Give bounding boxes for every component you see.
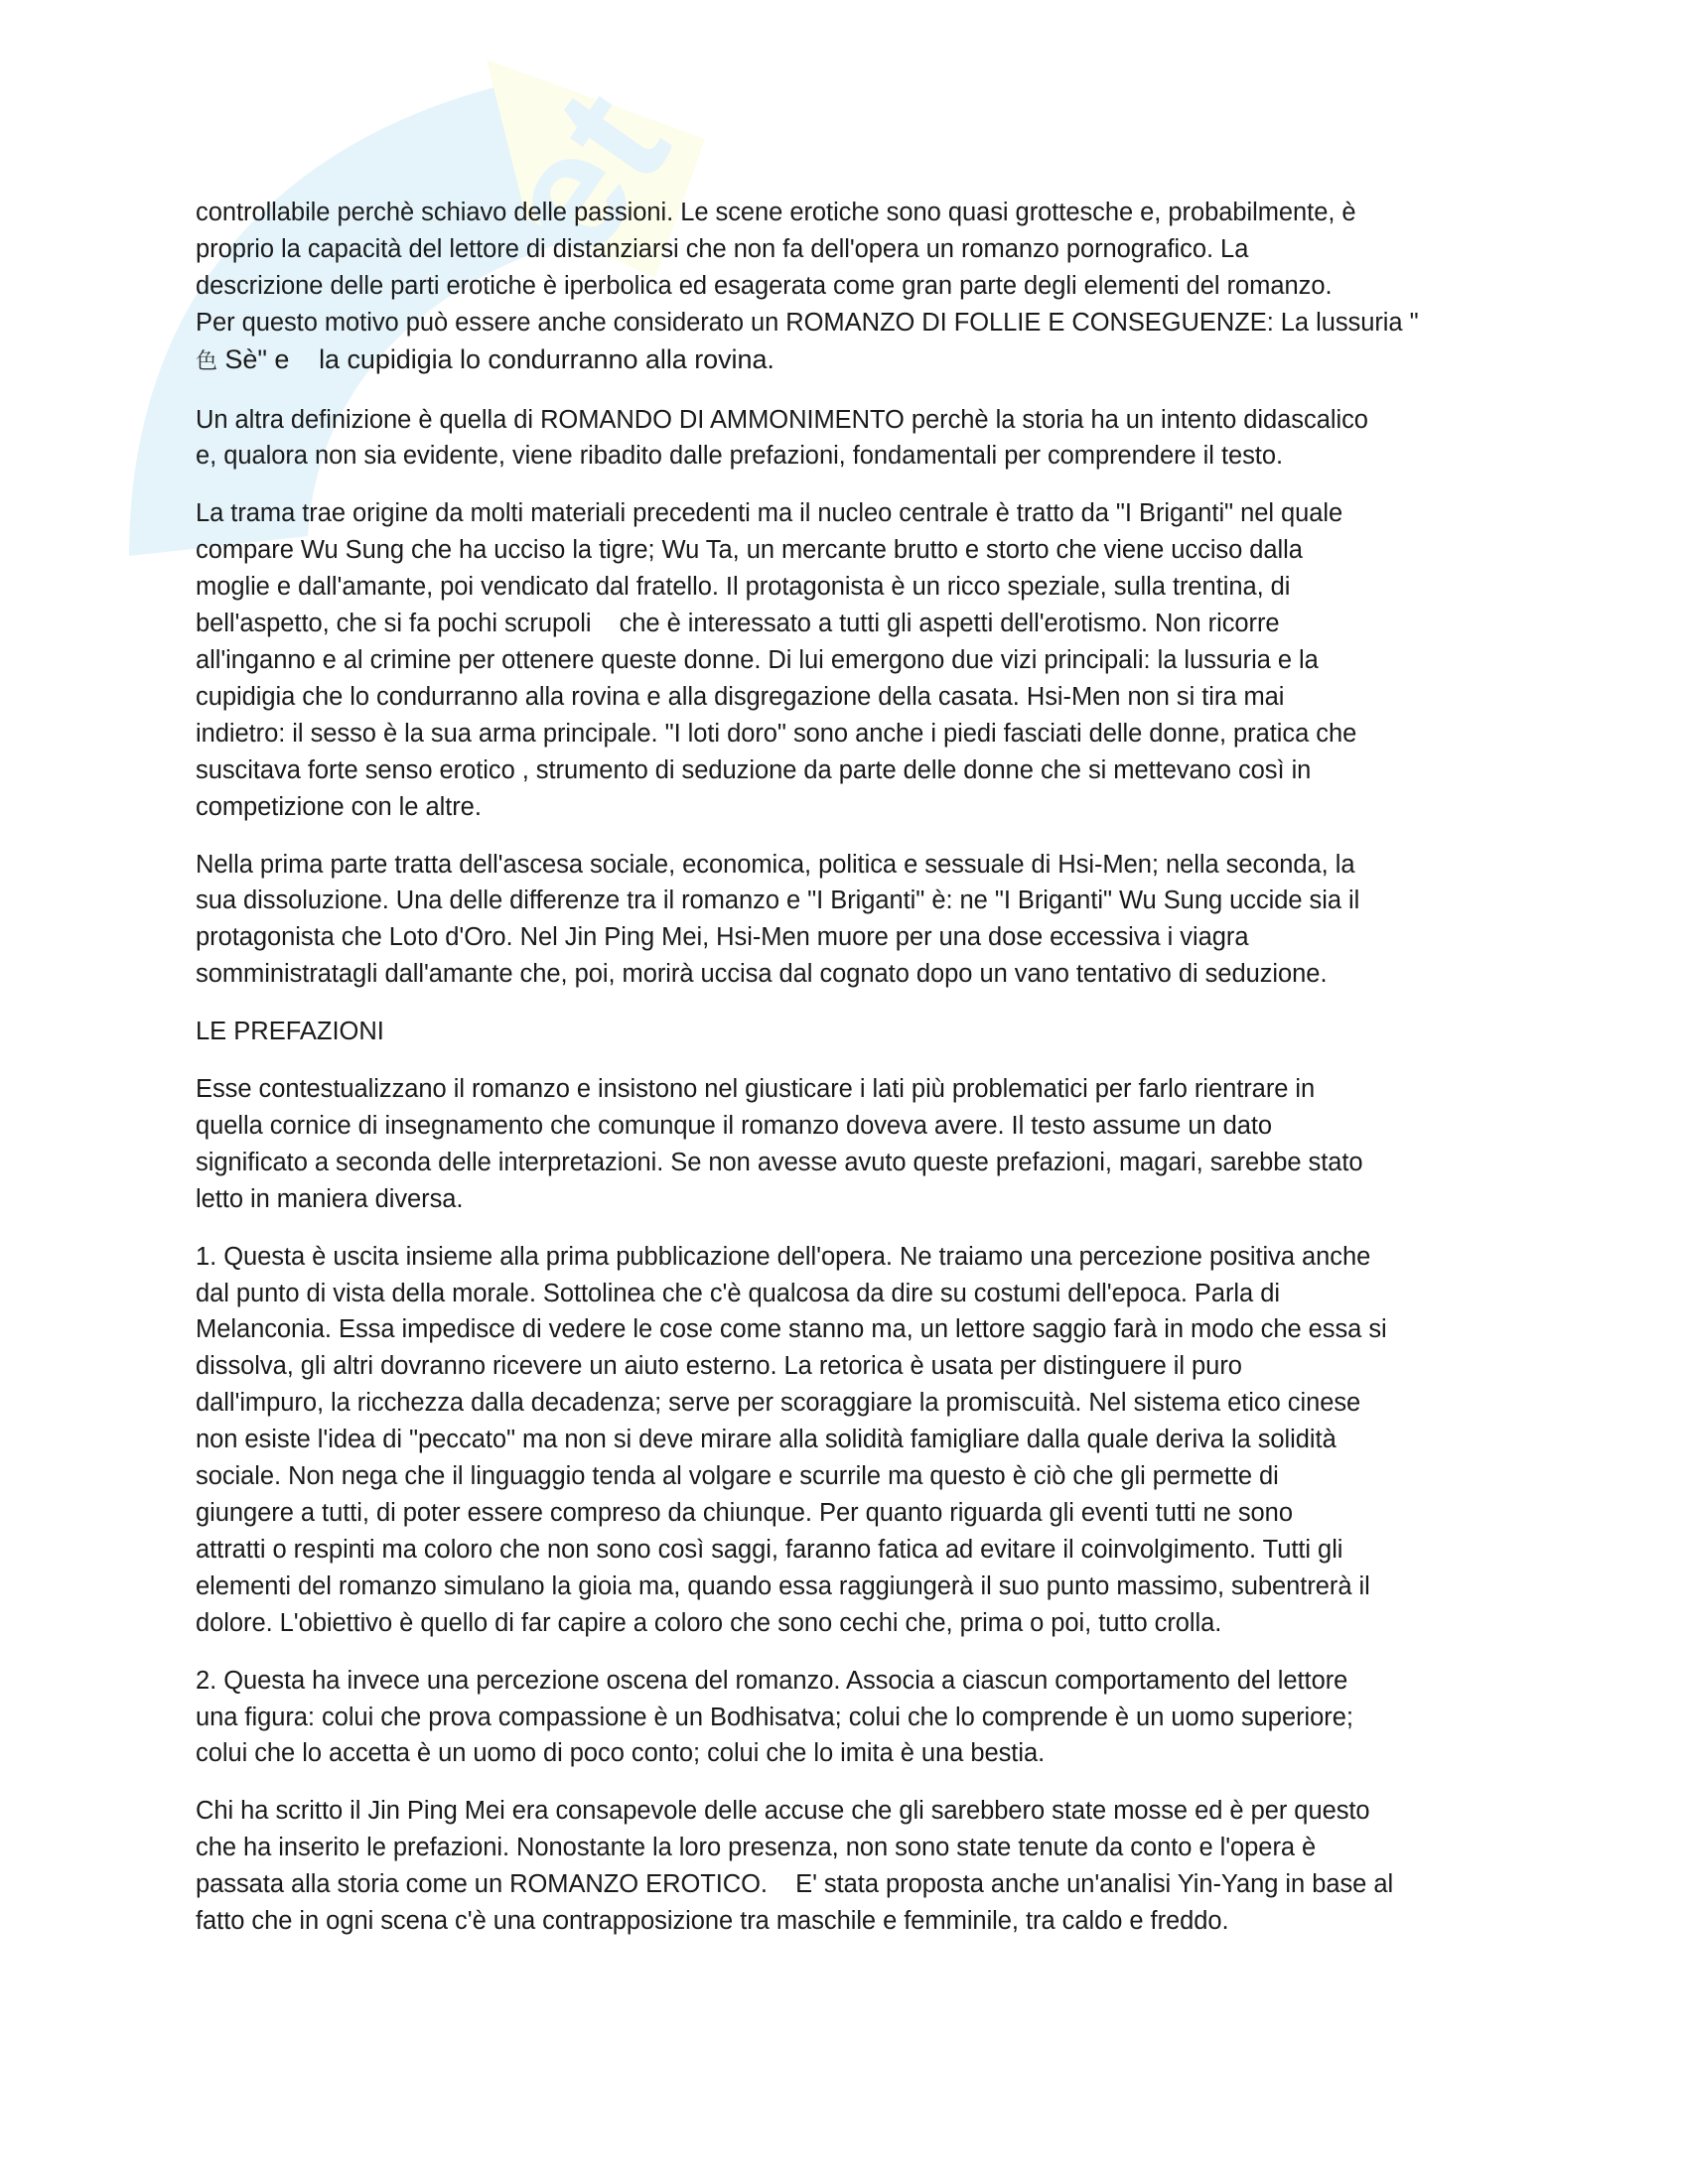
- paragraph-2: [196, 402, 1506, 476]
- text-line: non esiste l'idea di "peccato" ma non si deve mirare alla solidità famigliare dalla quale deriva la solidità: [196, 1426, 1336, 1454]
- paragraph-8: [196, 1793, 1506, 1940]
- document-body: [196, 195, 1506, 1961]
- text-line: cupidigia che lo condurranno alla rovina e alla disgregazione della casata. Hsi-Men non si tira mai: [196, 682, 1285, 711]
- text-line: 2. Questa ha invece una percezione oscena del romanzo. Associa a ciascun comportamento del lettore: [196, 1666, 1348, 1695]
- paragraph-3: [196, 495, 1506, 825]
- text-line: una figura: colui che prova compassione è un Bodhisatva; colui che lo comprende è un uomo superiore;: [196, 1703, 1353, 1731]
- text-line: attratti o respinti ma coloro che non sono così saggi, faranno fatica ad evitare il coinvolgimento. Tutti gli: [196, 1535, 1343, 1564]
- text-line: dal punto di vista della morale. Sottolinea che c'è qualcosa da dire su costumi dell'epoca. Parla di: [196, 1279, 1280, 1307]
- text-line: passata alla storia come un ROMANZO EROTICO. E' stata proposta anche un'analisi Yin-Yang in base al: [196, 1870, 1394, 1899]
- text-line: Un altra definizione è quella di ROMANDO DI AMMONIMENTO perchè la storia ha un intento didascalico: [196, 405, 1368, 434]
- text-line: 1. Questa è uscita insieme alla prima pubblicazione dell'opera. Ne traiamo una percezione positiva anche: [196, 1242, 1371, 1271]
- text-line: dall'impuro, la ricchezza dalla decadenza; serve per scoraggiare la promiscuità. Nel sistema etico cinese: [196, 1389, 1361, 1418]
- text-line: competizione con le altre.: [196, 792, 482, 821]
- text-line: indietro: il sesso è la sua arma principale. "I loti doro" sono anche i piedi fasciati delle donne, pratica che: [196, 719, 1357, 748]
- text-line: giungere a tutti, di poter essere compreso da chiunque. Per quanto riguarda gli eventi tutti ne sono: [196, 1499, 1293, 1527]
- paragraph-1: [196, 195, 1506, 381]
- section-heading-prefazioni: [196, 1014, 1506, 1050]
- text-line: descrizione delle parti erotiche è iperbolica ed esagerata come gran parte degli elementi del romanzo.: [196, 271, 1333, 300]
- text-line: quella cornice di insegnamento che comunque il romanzo doveva avere. Il testo assume un dato: [196, 1111, 1273, 1140]
- text-line: che ha inserito le prefazioni. Nonostante la loro presenza, non sono state tenute da conto e l'opera è: [196, 1834, 1317, 1862]
- text-line: dolore. L'obiettivo è quello di far capire a coloro che sono cechi che, prima o poi, tutto crolla.: [196, 1608, 1222, 1637]
- paragraph-4: [196, 847, 1506, 994]
- paragraph-6-prefazione-1: [196, 1239, 1506, 1642]
- paragraph-7-prefazione-2: [196, 1663, 1506, 1773]
- text-line: controllabile perchè schiavo delle passioni. Le scene erotiche sono quasi grottesche e, probabilmente, è: [196, 199, 1356, 226]
- text-line: moglie e dall'amante, poi vendicato dal fratello. Il protagonista è un ricco speziale, sulla trentina, di: [196, 573, 1291, 602]
- text-line: Per questo motivo può essere anche considerato un ROMANZO DI FOLLIE E CONSEGUENZE: La lussuria ": [196, 308, 1419, 337]
- text-line: compare Wu Sung che ha ucciso la tigre; Wu Ta, un mercante brutto e storto che viene ucciso dalla: [196, 536, 1303, 565]
- text-line: Esse contestualizzano il romanzo e insistono nel giusticare i lati più problematici per farlo rientrare in: [196, 1075, 1316, 1104]
- text-line-tail: Sè" e la cupidigia lo condurranno alla rovina.: [216, 343, 774, 374]
- heading-text: LE PREFAZIONI: [196, 1018, 384, 1046]
- chinese-character-se: 色: [196, 348, 217, 374]
- text-line: protagonista che Loto d'Oro. Nel Jin Ping Mei, Hsi-Men muore per una dose eccessiva i viagra: [196, 923, 1249, 952]
- paragraph-5: [196, 1071, 1506, 1218]
- text-line: proprio la capacità del lettore di distanziarsi che non fa dell'opera un romanzo pornografico. La: [196, 234, 1249, 263]
- text-line: bell'aspetto, che si fa pochi scrupoli che è interessato a tutti gli aspetti dell'erotismo. Non ricorre: [196, 610, 1280, 638]
- text-line: elementi del romanzo simulano la gioia ma, quando essa raggiungerà il suo punto massimo, subentrerà il: [196, 1571, 1370, 1600]
- text-line: dissolva, gli altri dovranno ricevere un aiuto esterno. La retorica è usata per distinguere il puro: [196, 1352, 1242, 1381]
- text-line-with-hanzi: [196, 341, 1506, 381]
- text-line: Chi ha scritto il Jin Ping Mei era consapevole delle accuse che gli sarebbero state mosse ed è per questo: [196, 1797, 1370, 1826]
- text-line: sociale. Non nega che il linguaggio tenda al volgare e scurrile ma questo è ciò che gli permette di: [196, 1462, 1279, 1491]
- text-line: colui che lo accetta è un uomo di poco conto; colui che lo imita è una bestia.: [196, 1739, 1046, 1768]
- text-line: Nella prima parte tratta dell'ascesa sociale, economica, politica e sessuale di Hsi-Men; nella seconda, la: [196, 850, 1355, 879]
- text-line: somministratagli dall'amante che, poi, morirà uccisa dal cognato dopo un vano tentativo di seduzione.: [196, 960, 1328, 989]
- text-line: e, qualora non sia evidente, viene ribadito dalle prefazioni, fondamentali per comprendere il testo.: [196, 442, 1284, 471]
- text-line: Melanconia. Essa impedisce di vedere le cose come stanno ma, un lettore saggio farà in modo che essa si: [196, 1315, 1387, 1344]
- text-line: suscitava forte senso erotico , strumento di seduzione da parte delle donne che si mettevano così in: [196, 755, 1312, 784]
- text-line: all'inganno e al crimine per ottenere queste donne. Di lui emergono due vizi principali: la lussuria e la: [196, 645, 1319, 674]
- text-line: significato a seconda delle interpretazioni. Se non avesse avuto queste prefazioni, magari, sarebbe stato: [196, 1148, 1363, 1176]
- text-line: sua dissoluzione. Una delle differenze tra il romanzo e "I Briganti" è: ne "I Briganti" Wu Sung uccide sia il: [196, 887, 1360, 915]
- watermark-text: et: [463, 58, 705, 289]
- text-line: La trama trae origine da molti materiali precedenti ma il nucleo centrale è tratto da "I Briganti" nel quale: [196, 499, 1343, 528]
- text-line: letto in maniera diversa.: [196, 1184, 464, 1213]
- text-line: fatto che in ogni scena c'è una contrapposizione tra maschile e femminile, tra caldo e freddo.: [196, 1907, 1229, 1936]
